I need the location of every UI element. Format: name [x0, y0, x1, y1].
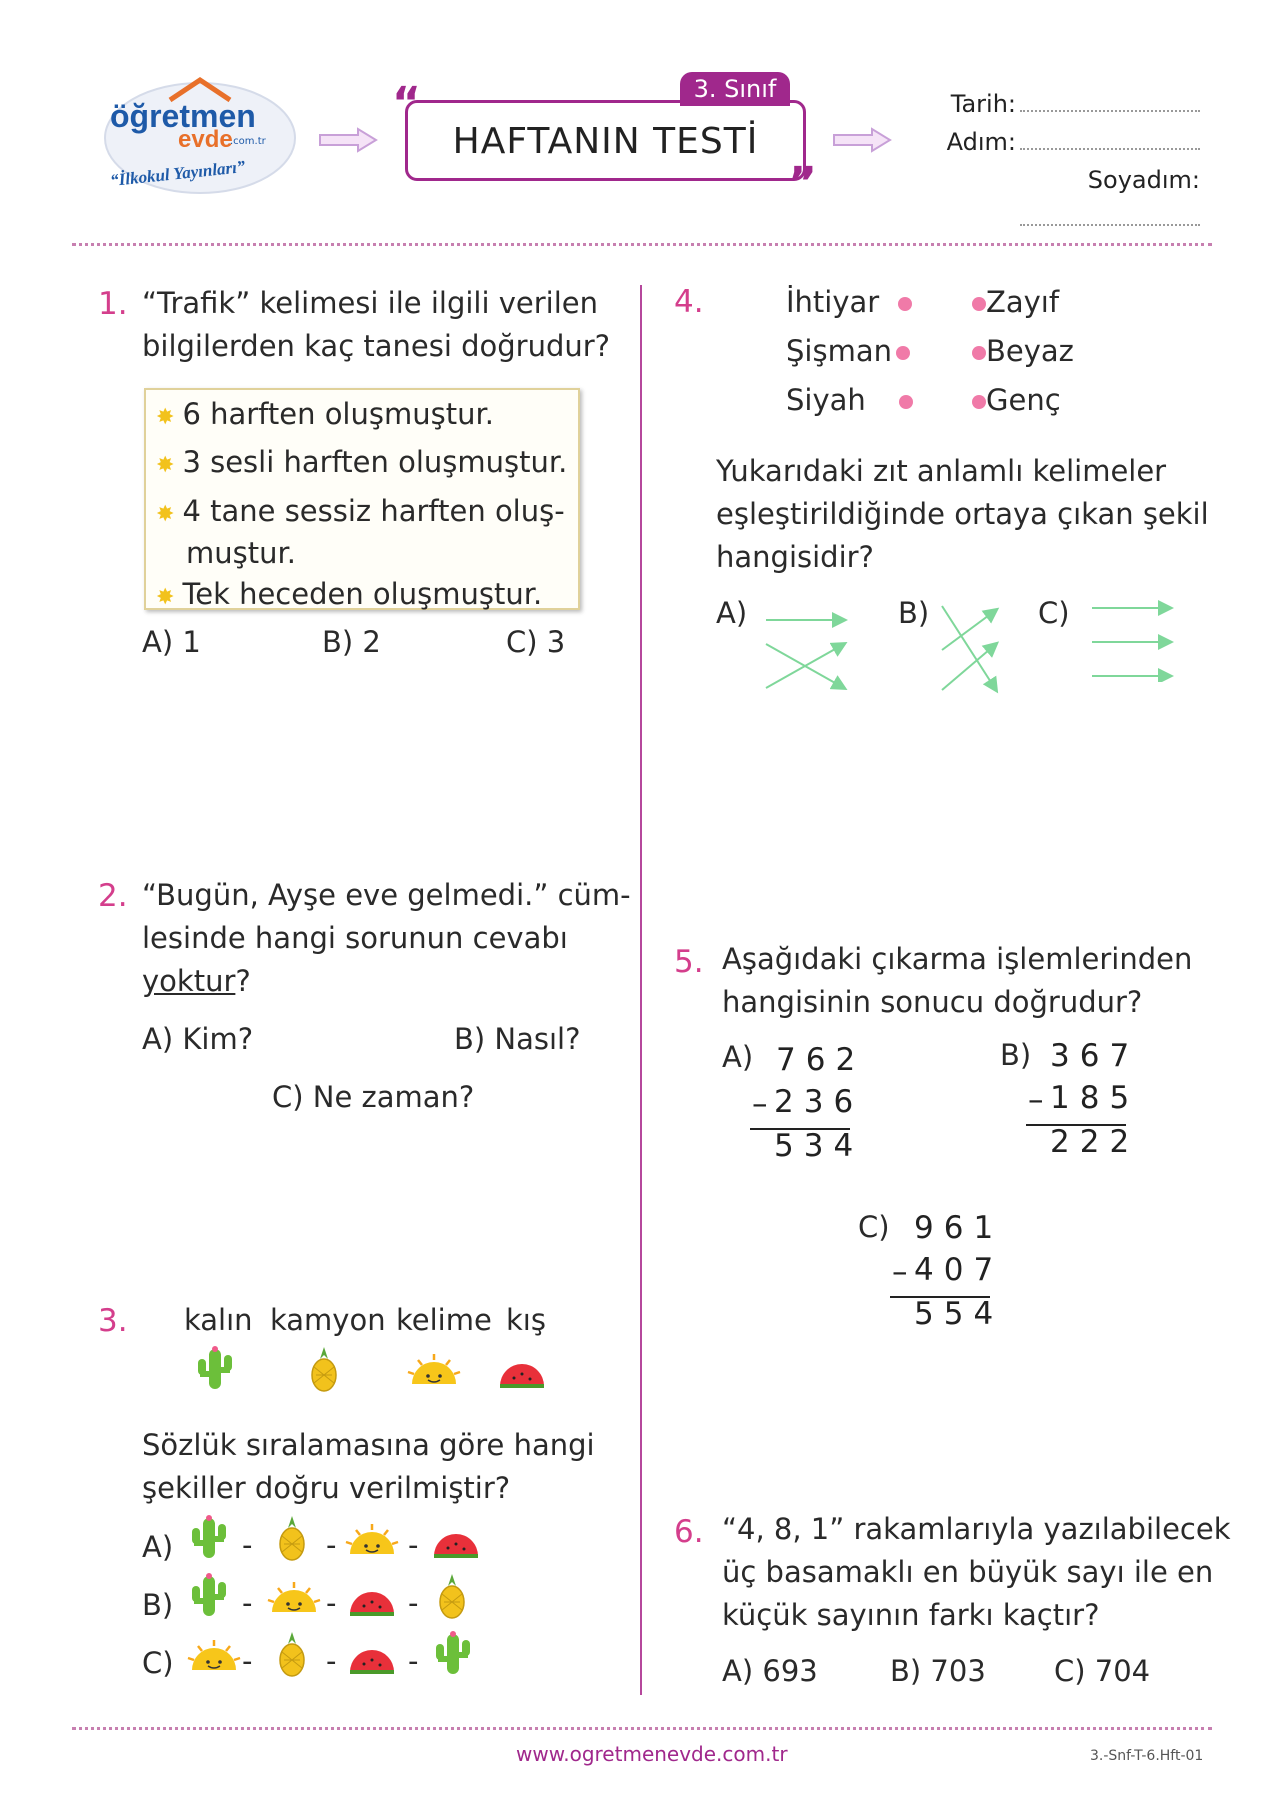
dash: - [326, 1528, 337, 1562]
quote-open: “ [392, 78, 421, 129]
dash: - [326, 1586, 337, 1620]
title-box [405, 100, 806, 181]
sun-icon [406, 1350, 462, 1388]
sun-icon [186, 1636, 242, 1674]
q1-item: ✸ 3 sesli harften oluşmuştur. [156, 445, 568, 479]
watermelon-icon [348, 1638, 396, 1676]
footer-code: 3.-Snf-T-6.Hft-01 [1090, 1748, 1204, 1764]
footer-divider [72, 1727, 1212, 1730]
pineapple-icon [304, 1345, 344, 1393]
q2-number: 2. [98, 878, 128, 914]
q4-option-c[interactable]: C) [1038, 596, 1070, 630]
dash: - [242, 1586, 253, 1620]
header-divider [72, 243, 1212, 246]
dash: - [242, 1528, 253, 1562]
q1-option-c[interactable]: C) 3 [506, 625, 566, 659]
dash: - [408, 1528, 419, 1562]
q4-right-words: Zayıf Beyaz Genç [972, 278, 1074, 425]
logo [100, 60, 300, 210]
logo-suffix: .com.tr [230, 136, 266, 147]
q3-number: 3. [98, 1303, 128, 1339]
q6-number: 6. [674, 1514, 704, 1550]
watermelon-icon [498, 1352, 546, 1390]
q1-text: “Trafik” kelimesi ile ilgili verilen bilgilerden kaç tanesi doğrudur? [142, 286, 611, 363]
surname-field[interactable]: Soyadım: [910, 161, 1200, 237]
q5-number: 5. [674, 944, 704, 980]
q5-text: Aşağıdaki çıkarma işlemlerinden hangisinin sonucu doğrudur? [722, 942, 1193, 1019]
logo-tagline: “İlkokul Yayınları” [109, 156, 247, 191]
q3-text: Sözlük sıralamasına göre hangi şekiller doğru verilmiştir? [142, 1428, 595, 1505]
bullet-icon [972, 346, 986, 360]
q4-option-b[interactable]: B) [898, 596, 930, 630]
bullet-icon [972, 297, 986, 311]
q3-word: kamyon [270, 1303, 386, 1337]
q6-option-b[interactable]: B) 703 [890, 1654, 986, 1688]
q2-option-c[interactable]: C) Ne zaman? [272, 1080, 475, 1114]
q4-option-b-figure [936, 604, 1006, 696]
q6-text: “4, 8, 1” rakamlarıyla yazılabilecek üç basamaklı en büyük sayı ile en küçük sayının farkı kaçtır? [722, 1512, 1231, 1632]
bullet-icon [899, 395, 913, 409]
star-icon: ✸ [156, 585, 175, 610]
q4-option-c-figure [1090, 598, 1180, 682]
q3-word: kalın [184, 1303, 253, 1337]
q3-option-c[interactable]: C) [142, 1646, 174, 1680]
bullet-icon [972, 395, 986, 409]
pineapple-icon [272, 1514, 312, 1562]
q6-option-c[interactable]: C) 704 [1054, 1654, 1151, 1688]
q1-option-a[interactable]: A) 1 [142, 625, 201, 659]
logo-text-1: öğretmen [110, 98, 256, 134]
q1-item: ✸ Tek heceden oluşmuştur. [156, 577, 543, 611]
q1-item: ✸ 6 harften oluşmuştur. [156, 397, 494, 431]
quote-close: ” [788, 158, 817, 209]
q2-option-b[interactable]: B) Nasıl? [454, 1022, 581, 1056]
footer-url[interactable]: www.ogretmenevde.com.tr [516, 1742, 788, 1766]
dash: - [326, 1644, 337, 1678]
watermelon-icon [432, 1522, 480, 1560]
cactus-icon [188, 1514, 232, 1562]
q3-word: kış [506, 1303, 546, 1337]
grade-badge: 3. Sınıf [680, 72, 790, 106]
q4-left-words: İhtiyar Şişman Siyah [786, 278, 913, 425]
q4-number: 4. [674, 284, 704, 320]
bullet-icon [898, 297, 912, 311]
watermelon-icon [348, 1580, 396, 1618]
sun-icon [266, 1578, 322, 1616]
dash: - [408, 1586, 419, 1620]
q1-info-box [144, 388, 580, 610]
q1-item: ✸ 4 tane sessiz harften oluş- muştur. [156, 494, 565, 570]
q3-option-b[interactable]: B) [142, 1588, 174, 1622]
star-icon: ✸ [156, 405, 175, 430]
name-fields [910, 85, 1200, 237]
arrow-right-icon [832, 127, 892, 153]
q1-number: 1. [98, 286, 128, 322]
dash: - [408, 1644, 419, 1678]
q4-option-a[interactable]: A) [716, 596, 748, 630]
star-icon: ✸ [156, 502, 175, 527]
cactus-icon [194, 1345, 238, 1393]
cactus-icon [188, 1572, 232, 1620]
dash: - [242, 1644, 253, 1678]
name-field[interactable]: Adım: [910, 123, 1200, 161]
q3-word: kelime [396, 1303, 492, 1337]
page-title: HAFTANIN TESTİ [452, 121, 759, 162]
pineapple-icon [432, 1572, 472, 1620]
q4-text: Yukarıdaki zıt anlamlı kelimeler eşleştirildiğinde ortaya çıkan şekil hangisidir? [716, 454, 1209, 574]
sun-icon [344, 1520, 400, 1558]
bullet-icon [896, 346, 910, 360]
q1-option-b[interactable]: B) 2 [322, 625, 381, 659]
q3-option-a[interactable]: A) [142, 1530, 174, 1564]
date-field[interactable]: Tarih: [910, 85, 1200, 123]
cactus-icon [432, 1630, 476, 1678]
q2-text: “Bugün, Ayşe eve gelmedi.” cüm- lesinde hangi sorunun cevabı yoktur? [142, 878, 631, 998]
q2-option-a[interactable]: A) Kim? [142, 1022, 254, 1056]
star-icon: ✸ [156, 453, 175, 478]
pineapple-icon [272, 1630, 312, 1678]
arrow-right-icon [318, 127, 378, 153]
logo-text-2: evde [178, 126, 233, 153]
q4-option-a-figure [762, 604, 852, 694]
q6-option-a[interactable]: A) 693 [722, 1654, 818, 1688]
column-divider [640, 285, 642, 1695]
